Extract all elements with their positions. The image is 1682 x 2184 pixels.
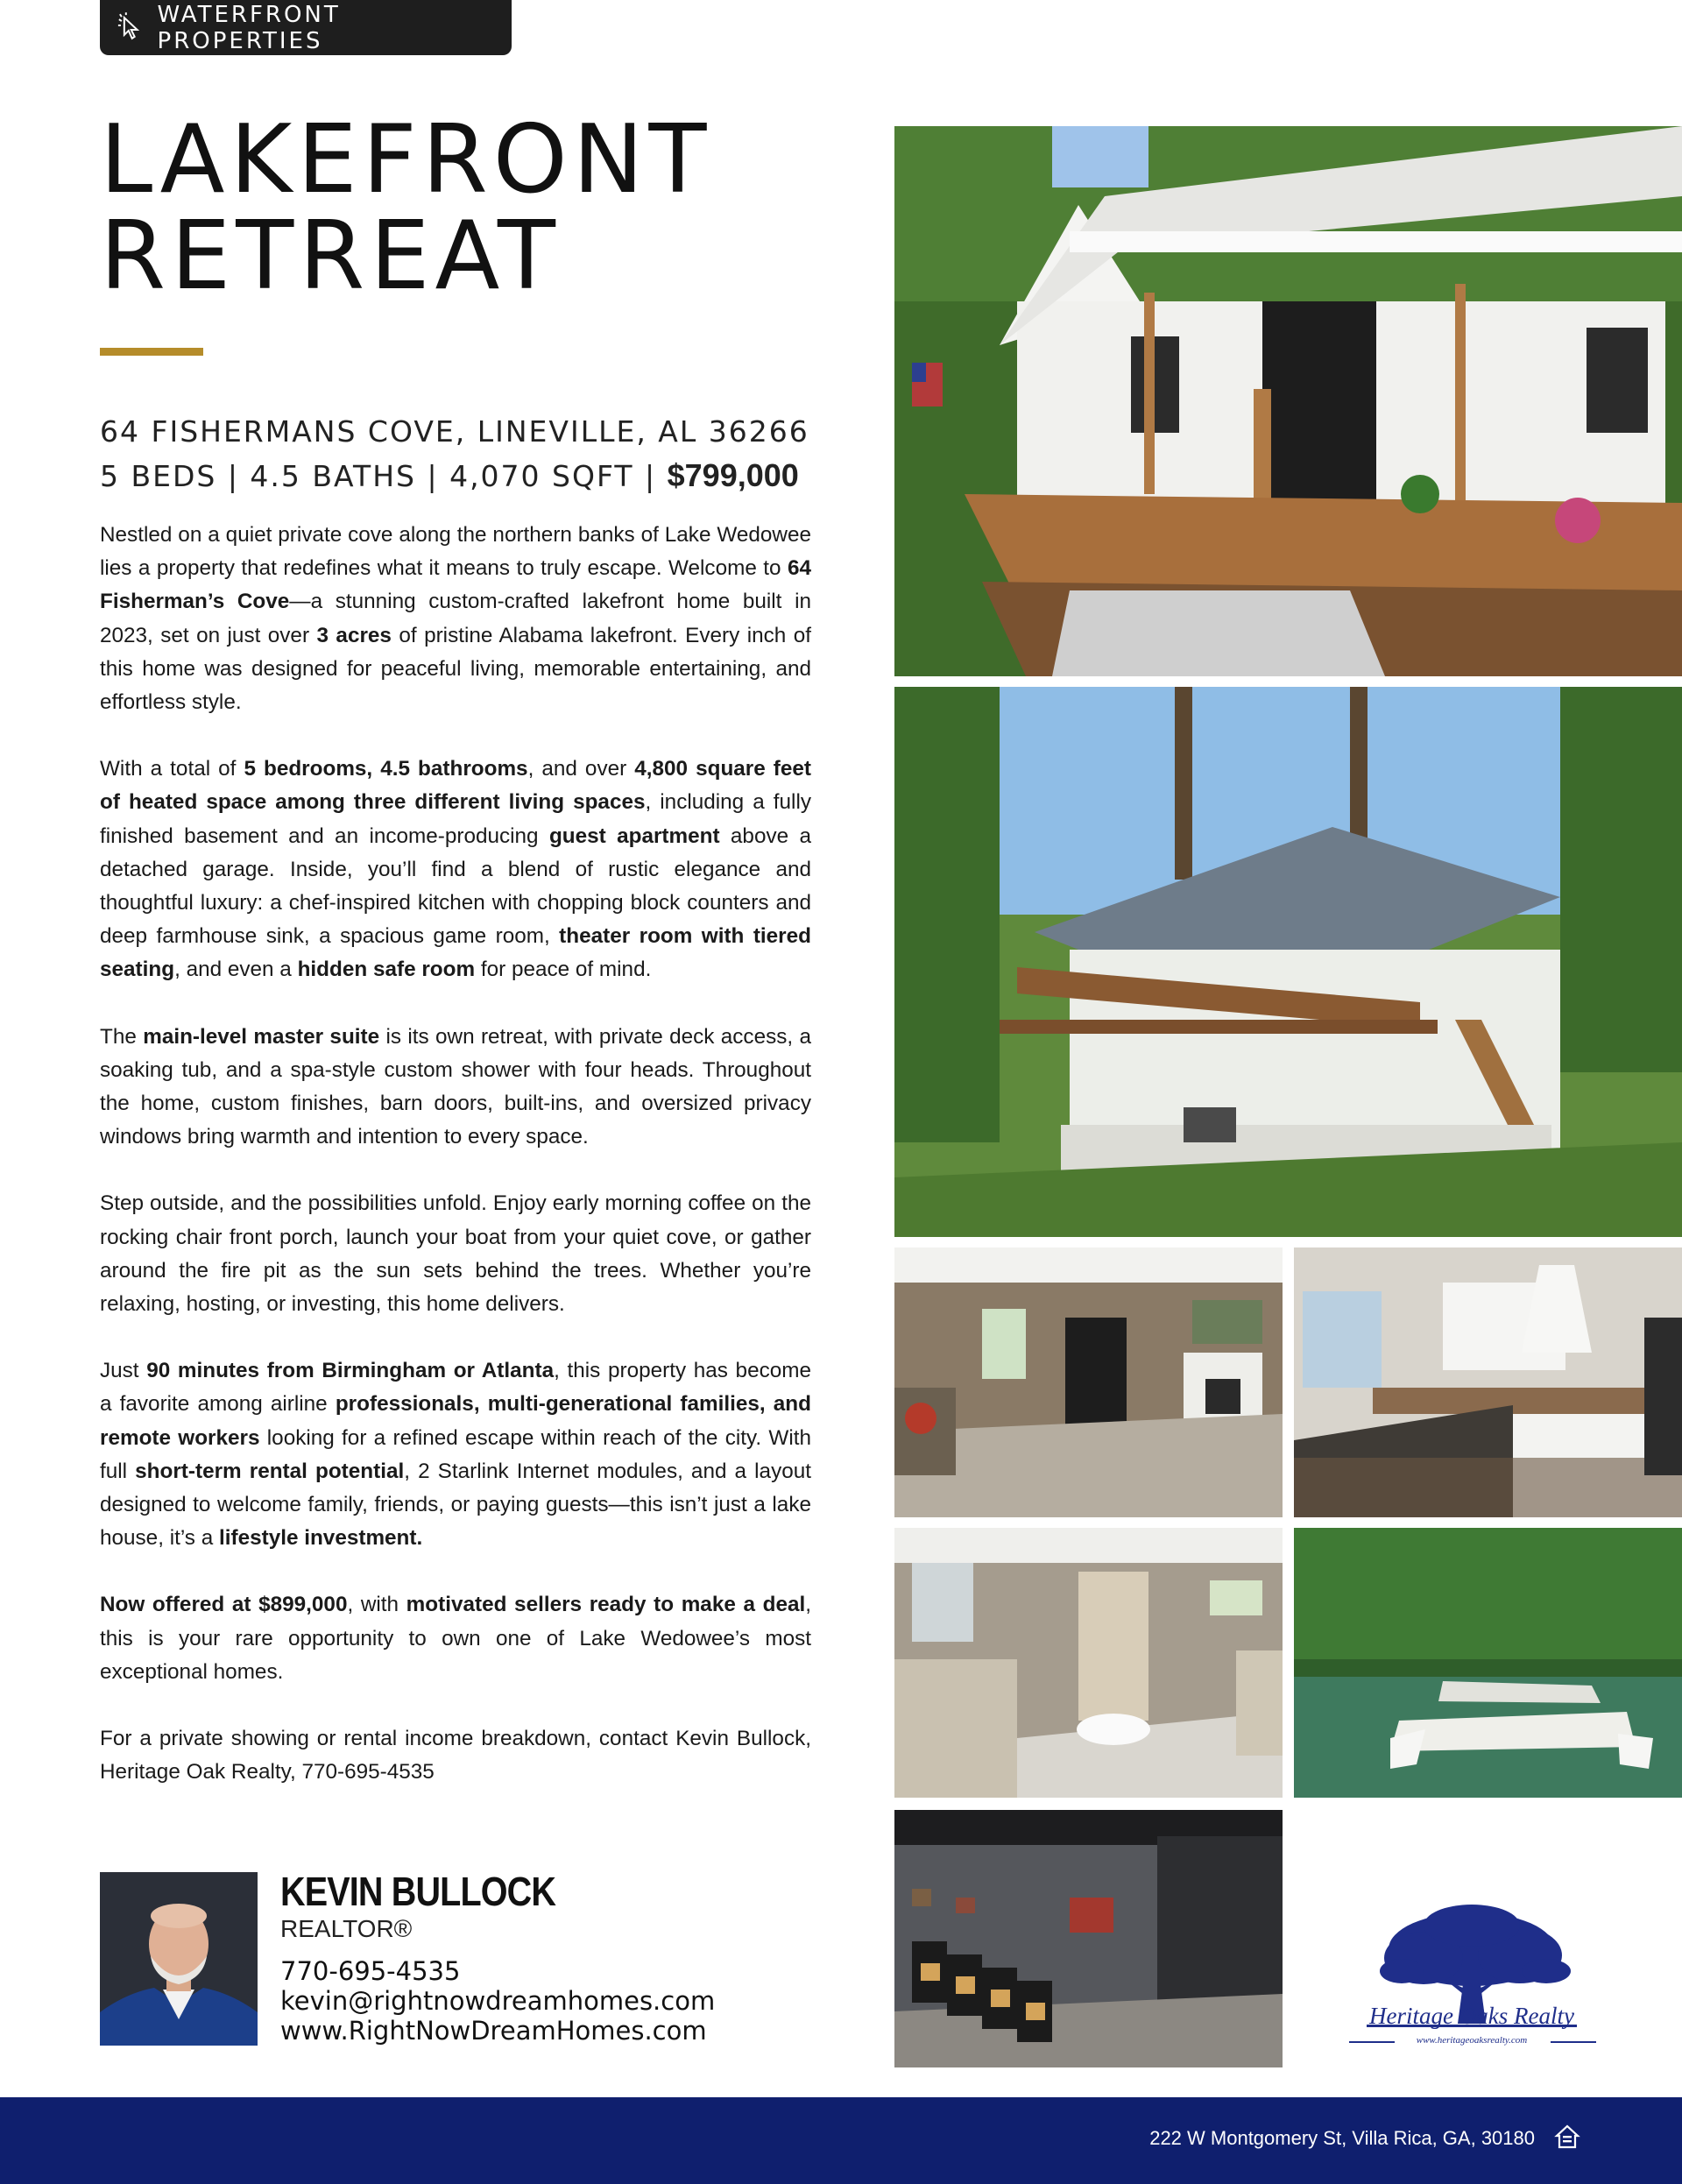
photo-living-room xyxy=(894,1247,1283,1517)
bold-text: 3 acres xyxy=(316,623,392,647)
photo-boat-dock xyxy=(1294,1528,1682,1798)
photo-rear-exterior xyxy=(894,687,1682,1237)
agent-phone[interactable]: 770-695-4535 xyxy=(280,1956,461,1986)
brokerage-url[interactable]: www.heritageoaksrealty.com xyxy=(1416,2035,1528,2046)
text: With a total of xyxy=(100,757,244,781)
bold-text: professionals, multi-generational families, and remote workers xyxy=(100,1392,811,1450)
text: , this property has become a favorite among airline xyxy=(100,1359,811,1417)
text: , and over xyxy=(527,757,635,781)
listing-title xyxy=(100,105,801,311)
text: , and even a xyxy=(174,958,298,982)
photo-bathroom xyxy=(894,1528,1283,1798)
listing-address: 64 FISHERMANS COVE, LINEVILLE, AL 36266 xyxy=(100,414,809,449)
bold-text: hidden safe room xyxy=(297,958,476,982)
text: Nestled on a quiet private cove along the northern banks of Lake Wedowee lies a property that redefines what it means to truly escape. Welcome to xyxy=(100,523,811,581)
logo-rule-right xyxy=(1551,2041,1596,2043)
brokerage-name: Heritage Oaks Realty xyxy=(1369,2003,1574,2029)
equal-housing-icon xyxy=(1554,2124,1580,2150)
footer-bar xyxy=(0,2097,1682,2184)
description-paragraph xyxy=(100,1021,811,1155)
bold-text: 4,800 square feet of heated space among three different living spaces xyxy=(100,757,812,815)
agent-contact xyxy=(280,1956,715,2046)
bold-text: 90 minutes from Birmingham or Atlanta xyxy=(146,1359,555,1383)
text: above a detached garage. Inside, you’ll find a blend of rustic elegance and thoughtful luxury: a chef-inspired kitchen with chopping block counters and deep farmhouse sink, a spacious game room, xyxy=(100,823,811,949)
office-address: 222 W Montgomery St, Villa Rica, GA, 30180 xyxy=(1149,2127,1535,2149)
text: Just xyxy=(100,1359,147,1383)
photo-theater-room xyxy=(894,1810,1283,2067)
agent-headshot xyxy=(100,1872,258,2046)
category-tag xyxy=(100,0,512,55)
listing-specs-text: 5 BEDS | 4.5 BATHS | 4,070 SQFT | xyxy=(100,459,668,493)
text: —a stunning custom-crafted lakefront home built in 2023, set on just over xyxy=(100,590,811,647)
listing-title-line2: RETREAT xyxy=(100,201,561,311)
description-paragraph xyxy=(100,1354,811,1555)
text: for peace of mind. xyxy=(475,958,652,982)
bold-text: main-level master suite xyxy=(143,1024,380,1049)
description-paragraph: Step outside, and the possibilities unfold. Enjoy early morning coffee on the rocking chair front porch, launch your boat from your quiet cove, or gather around the fire pit as the sun sets behind the trees. Whether you’re relaxing, hosting, or investing, this home delivers. xyxy=(100,1191,811,1317)
photo-front-porch xyxy=(894,126,1682,676)
bold-text: lifestyle investment. xyxy=(218,1526,423,1551)
description-paragraph xyxy=(100,519,811,719)
bold-text: short-term rental potential xyxy=(135,1459,405,1483)
description-paragraph: For a private showing or rental income breakdown, contact Kevin Bullock, Heritage Oak Realty, 770-695-4535 xyxy=(100,1727,811,1785)
bold-text: Now offered at $899,000 xyxy=(100,1593,348,1617)
agent-website[interactable]: www.RightNowDreamHomes.com xyxy=(280,2016,707,2046)
category-tag-label: WATERFRONT PROPERTIES xyxy=(157,1,341,54)
description-paragraph xyxy=(100,1588,811,1689)
agent-name: KEVIN BULLOCK xyxy=(280,1869,556,1914)
bold-text: guest apartment xyxy=(548,823,720,848)
bold-text: 5 bedrooms, 4.5 bathrooms xyxy=(244,757,528,781)
bold-text: 64 Fisherman’s Cove xyxy=(100,556,811,614)
text: , including a fully finished basement and an income-producing xyxy=(100,790,811,848)
cursor-click-icon xyxy=(112,11,147,46)
bold-text: motivated sellers ready to make a deal xyxy=(406,1593,806,1617)
text: The xyxy=(100,1024,144,1049)
bold-text: theater room with tiered seating xyxy=(100,924,811,982)
agent-title: REALTOR® xyxy=(280,1915,413,1942)
text: , 2 Starlink Internet modules, and a layout designed to welcome family, friends, or paying guests—this isn’t just a lake house, it’s a xyxy=(100,1459,811,1551)
description-paragraph xyxy=(100,753,811,986)
listing-description xyxy=(100,519,811,1823)
listing-specs xyxy=(100,454,888,498)
listing-price: $799,000 xyxy=(667,457,799,493)
text: , with xyxy=(347,1593,406,1617)
text: looking for a refined escape within reach of the city. With full xyxy=(100,1425,811,1483)
heritage-oaks-tree-logo xyxy=(1340,1875,1603,2059)
agent-email[interactable]: kevin@rightnowdreamhomes.com xyxy=(280,1986,716,2016)
listing-address-block xyxy=(100,410,888,498)
photo-kitchen xyxy=(1294,1247,1682,1517)
listing-title-line1: LAKEFRONT xyxy=(100,105,712,215)
text: is its own retreat, with private deck access, a soaking tub, and a spa-style custom shower with four heads. Throughout the home, custom finishes, barn doors, built-ins, and oversized privacy windows bring warmth and intention to every space. xyxy=(100,1024,811,1149)
text: of pristine Alabama lakefront. Every inch of this home was designed for peaceful living, memorable entertaining, and effortless style. xyxy=(100,623,811,715)
title-divider xyxy=(100,348,203,356)
text: , this is your rare opportunity to own one of Lake Wedowee’s most exceptional homes. xyxy=(100,1593,811,1684)
